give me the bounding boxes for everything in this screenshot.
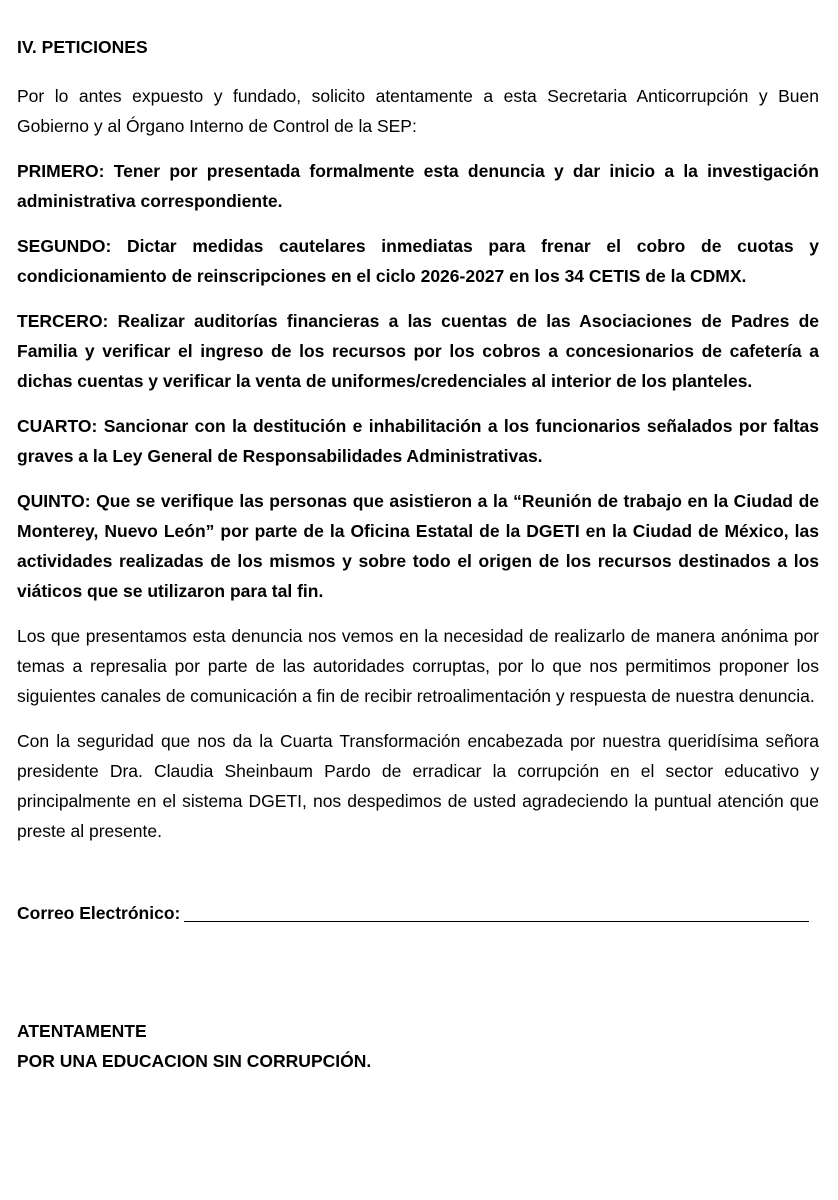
closing-line-slogan: POR UNA EDUCACION SIN CORRUPCIÓN. bbox=[17, 1051, 372, 1071]
document-page bbox=[17, 34, 819, 1076]
petition-cuarto: CUARTO: Sancionar con la destitución e inhabilitación a los funcionarios señalados por faltas graves a la Ley General de Responsabilidades Administrativas. bbox=[17, 416, 819, 466]
email-blank-line bbox=[184, 903, 809, 922]
intro-paragraph: Por lo antes expuesto y fundado, solicito atentamente a esta Secretaria Anticorrupción y Buen Gobierno y al Órgano Interno de Control de la SEP: bbox=[17, 86, 819, 136]
petition-primero: PRIMERO: Tener por presentada formalmente esta denuncia y dar inicio a la investigación administrativa correspondiente. bbox=[17, 161, 819, 211]
section-title: IV. PETICIONES bbox=[17, 37, 148, 57]
closing-block bbox=[17, 1016, 819, 1076]
petition-tercero: TERCERO: Realizar auditorías financieras a las cuentas de las Asociaciones de Padres de Familia y verificar el ingreso de los recursos por los cobros a concesionarios de cafetería a dichas cuentas y verificar la venta de uniformes/credenciales al interior de los planteles. bbox=[17, 311, 819, 391]
email-label: Correo Electrónico: bbox=[17, 903, 181, 923]
email-field-row bbox=[17, 898, 819, 928]
anonymity-paragraph: Los que presentamos esta denuncia nos vemos en la necesidad de realizarlo de manera anónima por temas a represalia por parte de las autoridades corruptas, por lo que nos permitimos proponer los siguientes canales de comunicación a fin de recibir retroalimentación y respuesta de nuestra denuncia. bbox=[17, 626, 819, 706]
farewell-paragraph: Con la seguridad que nos da la Cuarta Transformación encabezada por nuestra queridísima señora presidente Dra. Claudia Sheinbaum Pardo de erradicar la corrupción en el sector educativo y principalmente en el sistema DGETI, nos despedimos de usted agradeciendo la puntual atención que preste al presente. bbox=[17, 731, 819, 841]
petition-segundo: SEGUNDO: Dictar medidas cautelares inmediatas para frenar el cobro de cuotas y condicionamiento de reinscripciones en el ciclo 2026-2027 en los 34 CETIS de la CDMX. bbox=[17, 236, 819, 286]
petition-quinto: QUINTO: Que se verifique las personas que asistieron a la “Reunión de trabajo en la Ciudad de Monterey, Nuevo León” por parte de la Oficina Estatal de la DGETI en la Ciudad de México, las actividades realizadas de los mismos y sobre todo el origen de los recursos destinados a los viáticos que se utilizaron para tal fin. bbox=[17, 491, 819, 601]
closing-line-atentamente: ATENTAMENTE bbox=[17, 1021, 147, 1041]
